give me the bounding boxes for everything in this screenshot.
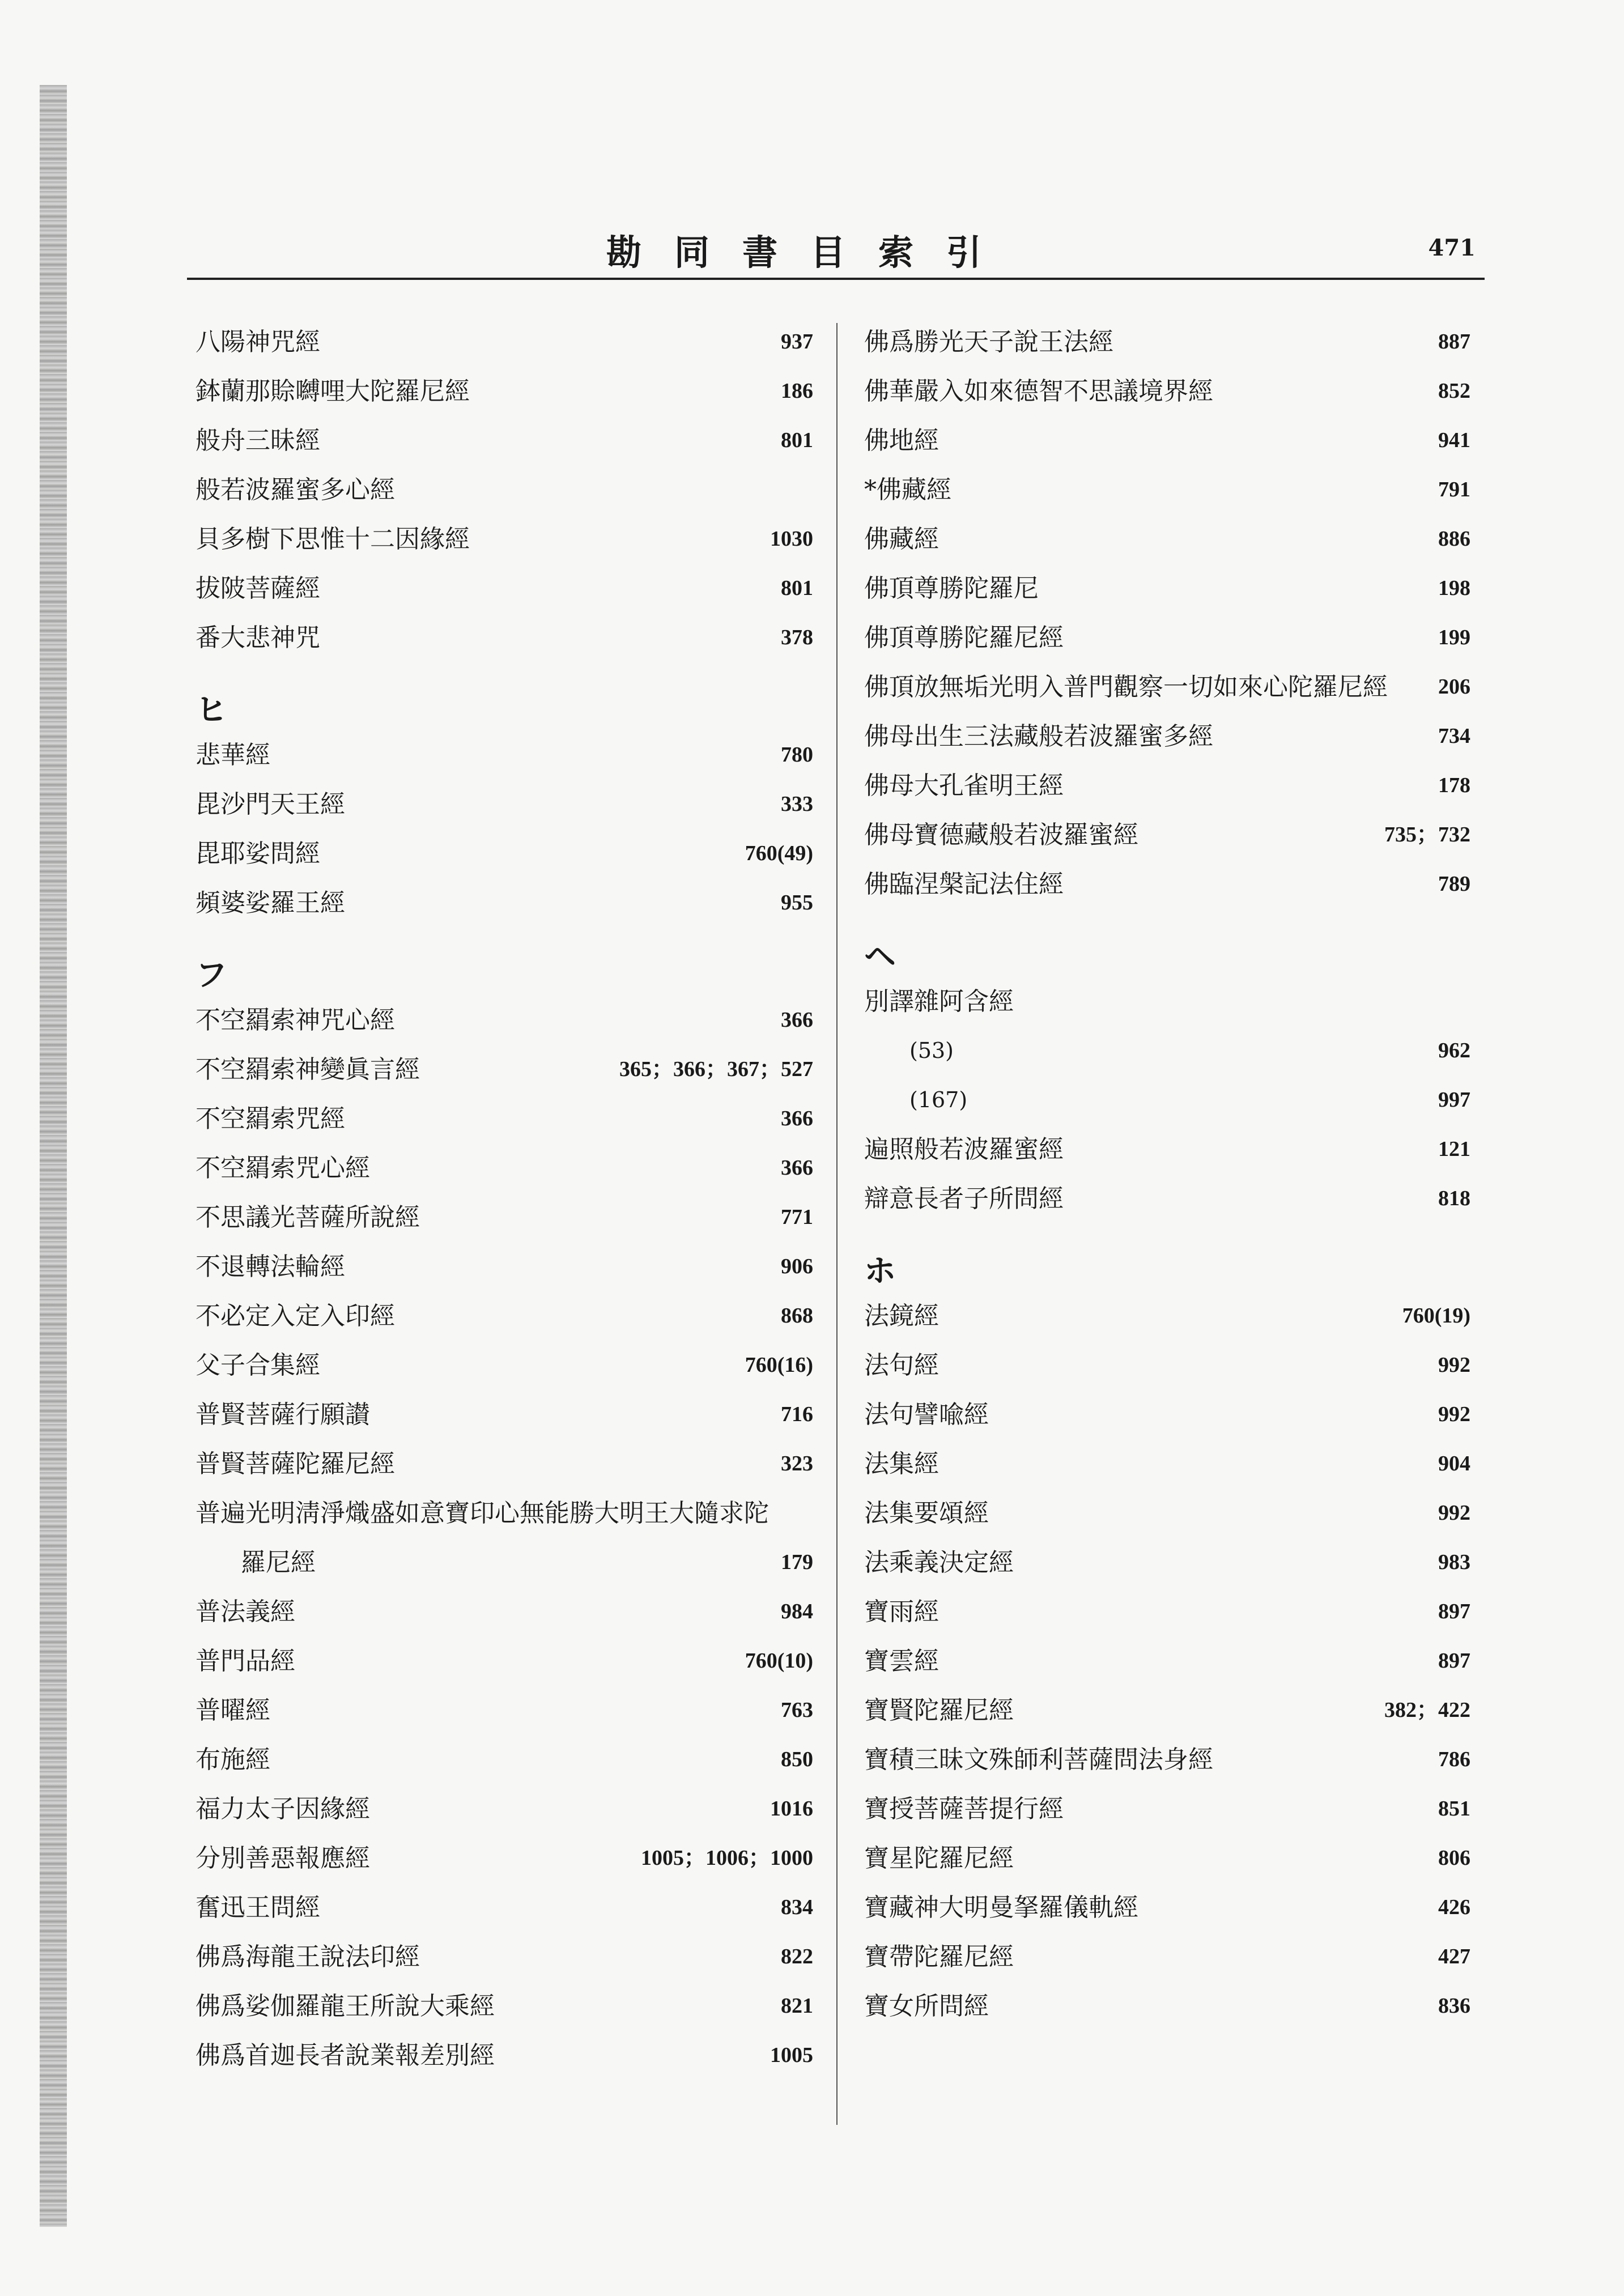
entry-title: 分別善惡報應經 xyxy=(195,1844,370,1873)
entry-reference: 906 xyxy=(781,1255,813,1278)
entry-title: 八陽神咒經 xyxy=(195,328,320,356)
entry-title: 父子合集經 xyxy=(195,1351,320,1380)
index-entry xyxy=(195,780,813,829)
entry-reference: 801 xyxy=(781,576,813,600)
entry-title: 寶藏神大明曼拏羅儀軌經 xyxy=(864,1893,1138,1922)
entry-title: 別譯雜阿含經 xyxy=(864,987,1014,1016)
index-entry xyxy=(195,416,813,465)
entry-reference: 186 xyxy=(781,379,813,403)
index-entry xyxy=(864,1932,1470,1982)
index-entry xyxy=(864,761,1470,810)
entry-title: 佛頂放無垢光明入普門觀察一切如來心陀羅尼經 xyxy=(864,673,1388,701)
section-heading: ホ xyxy=(864,1253,896,1290)
index-entry xyxy=(195,564,813,613)
entry-reference: 962 xyxy=(1438,1039,1470,1062)
entry-title: 佛爲娑伽羅龍王所說大乘經 xyxy=(195,1992,495,2021)
index-entry xyxy=(195,613,813,662)
index-entry xyxy=(864,1636,1470,1686)
index-entry xyxy=(195,1883,813,1932)
index-entry xyxy=(864,1026,1470,1075)
index-entry xyxy=(864,1538,1470,1587)
section-heading: ヒ xyxy=(195,692,227,729)
entry-title: 般舟三昧經 xyxy=(195,426,320,455)
entry-reference: 333 xyxy=(781,792,813,816)
entry-reference: 897 xyxy=(1438,1649,1470,1673)
entry-title: 般若波羅蜜多心經 xyxy=(195,475,395,504)
entry-title: 寶授菩薩菩提行經 xyxy=(864,1795,1064,1823)
entry-reference: 780 xyxy=(781,743,813,767)
entry-title: 法句經 xyxy=(864,1351,939,1380)
index-entry xyxy=(864,1390,1470,1439)
entry-title: 法集經 xyxy=(864,1449,939,1478)
entry-reference: 1030 xyxy=(770,527,813,551)
index-entry xyxy=(864,1735,1470,1784)
right-index-column xyxy=(864,317,1470,2031)
entry-title: 普遍光明淸淨熾盛如意寶印心無能勝大明王大隨求陀 xyxy=(195,1499,769,1528)
entry-title: 寶積三昧文殊師利菩薩問法身經 xyxy=(864,1745,1213,1774)
index-entry xyxy=(864,1489,1470,1538)
entry-title: 毘沙門天王經 xyxy=(195,790,345,819)
entry-title: 佛華嚴入如來德智不思議境界經 xyxy=(864,377,1213,406)
entry-title: *佛藏經 xyxy=(864,475,951,504)
entry-reference: 822 xyxy=(781,1945,813,1968)
entry-title: 佛地經 xyxy=(864,426,939,455)
entry-title: 羅尼經 xyxy=(241,1548,316,1577)
entry-title: 普曜經 xyxy=(195,1696,270,1725)
index-entry xyxy=(864,1174,1470,1223)
entry-reference: 763 xyxy=(781,1698,813,1722)
entry-reference: 801 xyxy=(781,428,813,452)
entry-title: 不必定入定入印經 xyxy=(195,1302,395,1330)
entry-reference: 836 xyxy=(1438,1994,1470,2018)
entry-title: 佛藏經 xyxy=(864,525,939,554)
entry-title: 福力太子因緣經 xyxy=(195,1795,370,1823)
section-heading: フ xyxy=(195,957,227,994)
entry-reference: 178 xyxy=(1438,773,1470,797)
index-entry xyxy=(195,878,813,928)
left-index-column xyxy=(195,317,813,2080)
index-entry xyxy=(195,1636,813,1686)
index-entry xyxy=(195,465,813,515)
entry-title: 普法義經 xyxy=(195,1597,295,1626)
entry-title: 寶星陀羅尼經 xyxy=(864,1844,1014,1873)
index-entry xyxy=(195,1489,813,1538)
entry-reference: 806 xyxy=(1438,1846,1470,1870)
entry-reference: 941 xyxy=(1438,428,1470,452)
section-heading: ヘ xyxy=(864,938,896,975)
entry-reference: 427 xyxy=(1438,1945,1470,1968)
column-divider xyxy=(836,323,837,2125)
entry-title: 不退轉法輪經 xyxy=(195,1252,345,1281)
scan-edge-shadow xyxy=(40,85,67,2227)
entry-reference: 992 xyxy=(1438,1402,1470,1426)
entry-title: 寶雨經 xyxy=(864,1597,939,1626)
entry-title: 辯意長者子所問經 xyxy=(864,1184,1064,1213)
entry-title: 不空羂索神變眞言經 xyxy=(195,1055,420,1084)
entry-title: 佛爲海龍王說法印經 xyxy=(195,1942,420,1971)
index-entry xyxy=(195,1686,813,1735)
index-entry xyxy=(195,1538,813,1587)
entry-reference: 382；422 xyxy=(1384,1698,1470,1722)
entry-reference: 850 xyxy=(781,1747,813,1771)
entry-title: 佛爲勝光天子說王法經 xyxy=(864,328,1113,356)
entry-reference: 179 xyxy=(781,1550,813,1574)
index-entry xyxy=(195,1094,813,1143)
entry-reference: 323 xyxy=(781,1452,813,1476)
index-entry xyxy=(864,416,1470,465)
entry-title: 不思議光菩薩所說經 xyxy=(195,1203,420,1232)
index-entry xyxy=(195,2031,813,2080)
entry-title: 普賢菩薩行願讃 xyxy=(195,1400,370,1429)
entry-reference: 886 xyxy=(1438,527,1470,551)
index-entry xyxy=(864,1439,1470,1489)
entry-reference: 366 xyxy=(781,1008,813,1032)
index-entry xyxy=(195,730,813,780)
entry-title: 佛頂尊勝陀羅尼經 xyxy=(864,623,1064,652)
entry-title: 佛母寶德藏般若波羅蜜經 xyxy=(864,820,1138,849)
index-entry xyxy=(864,662,1470,712)
entry-reference: 1005 xyxy=(770,2043,813,2067)
entry-reference: 852 xyxy=(1438,379,1470,403)
entry-title: 佛母出生三法藏般若波羅蜜多經 xyxy=(864,722,1213,751)
index-entry xyxy=(195,1242,813,1291)
index-entry xyxy=(864,1883,1470,1932)
index-entry xyxy=(195,1045,813,1094)
entry-title: 寶雲經 xyxy=(864,1647,939,1676)
entry-reference: 786 xyxy=(1438,1747,1470,1771)
index-entry xyxy=(864,1784,1470,1834)
entry-reference: 992 xyxy=(1438,1501,1470,1525)
entry-title: (167) xyxy=(909,1087,968,1112)
entry-title: 毘耶娑問經 xyxy=(195,839,320,868)
entry-title: 布施經 xyxy=(195,1745,270,1774)
entry-title: 寶帶陀羅尼經 xyxy=(864,1942,1014,1971)
index-entry xyxy=(864,1075,1470,1125)
entry-reference: 984 xyxy=(781,1600,813,1623)
entry-title: 佛臨涅槃記法住經 xyxy=(864,870,1064,899)
entry-reference: 734 xyxy=(1438,724,1470,748)
entry-reference: 791 xyxy=(1438,478,1470,501)
entry-reference: 937 xyxy=(781,330,813,354)
entry-reference: 378 xyxy=(781,626,813,649)
index-entry xyxy=(864,613,1470,662)
entry-reference: 760(16) xyxy=(745,1353,813,1377)
entry-title: 鉢蘭那賒嚩哩大陀羅尼經 xyxy=(195,377,470,406)
index-entry xyxy=(195,1341,813,1390)
index-entry xyxy=(864,1341,1470,1390)
index-entry xyxy=(195,1784,813,1834)
entry-reference: 818 xyxy=(1438,1187,1470,1210)
entry-reference: 1005；1006；1000 xyxy=(640,1846,813,1870)
entry-title: 貝多樹下思惟十二因緣經 xyxy=(195,525,470,554)
index-entry xyxy=(864,810,1470,860)
entry-reference: 821 xyxy=(781,1994,813,2018)
entry-title: 法鏡經 xyxy=(864,1302,939,1330)
index-entry xyxy=(195,1587,813,1636)
index-entry xyxy=(864,1834,1470,1883)
entry-reference: 366 xyxy=(781,1156,813,1180)
entry-title: 法集要頌經 xyxy=(864,1499,989,1528)
page-header xyxy=(187,215,1485,280)
entry-reference: 760(10) xyxy=(745,1649,813,1673)
index-entry xyxy=(864,465,1470,515)
index-entry xyxy=(864,1982,1470,2031)
page-number: 471 xyxy=(1428,235,1476,261)
entry-reference: 199 xyxy=(1438,626,1470,649)
entry-reference: 121 xyxy=(1438,1137,1470,1161)
entry-reference: 904 xyxy=(1438,1452,1470,1476)
entry-title: (53) xyxy=(909,1038,954,1063)
entry-title: 不空羂索咒心經 xyxy=(195,1154,370,1183)
index-entry xyxy=(195,515,813,564)
index-entry xyxy=(195,1193,813,1242)
entry-reference: 955 xyxy=(781,891,813,915)
entry-reference: 789 xyxy=(1438,872,1470,896)
entry-title: 悲華經 xyxy=(195,741,270,769)
entry-title: 寶賢陀羅尼經 xyxy=(864,1696,1014,1725)
index-entry xyxy=(864,977,1470,1026)
index-entry xyxy=(195,1932,813,1982)
entry-reference: 983 xyxy=(1438,1550,1470,1574)
index-entry xyxy=(195,317,813,367)
index-entry xyxy=(195,1735,813,1784)
index-entry xyxy=(864,1125,1470,1174)
entry-title: 普門品經 xyxy=(195,1647,295,1676)
index-entry xyxy=(864,1686,1470,1735)
entry-reference: 426 xyxy=(1438,1895,1470,1919)
entry-reference: 716 xyxy=(781,1402,813,1426)
entry-reference: 851 xyxy=(1438,1797,1470,1821)
entry-reference: 887 xyxy=(1438,330,1470,354)
index-entry xyxy=(864,515,1470,564)
entry-reference: 834 xyxy=(781,1895,813,1919)
index-entry xyxy=(864,367,1470,416)
entry-title: 佛頂尊勝陀羅尼 xyxy=(864,574,1039,603)
entry-title: 奮迅王問經 xyxy=(195,1893,320,1922)
entry-reference: 206 xyxy=(1438,675,1470,699)
entry-reference: 997 xyxy=(1438,1088,1470,1112)
entry-title: 寶女所問經 xyxy=(864,1992,989,2021)
index-entry xyxy=(195,1439,813,1489)
entry-reference: 365；366；367；527 xyxy=(619,1057,813,1081)
entry-title: 不空羂索神咒心經 xyxy=(195,1006,395,1035)
entry-title: 普賢菩薩陀羅尼經 xyxy=(195,1449,395,1478)
entry-reference: 735；732 xyxy=(1384,823,1470,847)
entry-title: 遍照般若波羅蜜經 xyxy=(864,1135,1064,1164)
entry-reference: 771 xyxy=(781,1205,813,1229)
entry-title: 法乘義決定經 xyxy=(864,1548,1014,1577)
entry-reference: 868 xyxy=(781,1304,813,1328)
entry-title: 番大悲神咒 xyxy=(195,623,320,652)
index-entry xyxy=(195,367,813,416)
index-entry xyxy=(195,1143,813,1193)
entry-reference: 198 xyxy=(1438,576,1470,600)
entry-reference: 760(19) xyxy=(1402,1304,1470,1328)
index-entry xyxy=(864,712,1470,761)
index-entry xyxy=(864,564,1470,613)
index-entry xyxy=(195,1982,813,2031)
entry-reference: 1016 xyxy=(770,1797,813,1821)
index-entry xyxy=(864,317,1470,367)
index-entry xyxy=(195,1834,813,1883)
entry-title: 拔陂菩薩經 xyxy=(195,574,320,603)
entry-reference: 760(49) xyxy=(745,841,813,865)
index-entry xyxy=(195,829,813,878)
index-entry xyxy=(195,996,813,1045)
index-entry xyxy=(195,1291,813,1341)
index-entry xyxy=(864,1291,1470,1341)
page-title: 勘同書目索引 xyxy=(606,232,1015,273)
entry-title: 法句譬喩經 xyxy=(864,1400,989,1429)
index-entry xyxy=(864,1587,1470,1636)
entry-title: 佛母大孔雀明王經 xyxy=(864,771,1064,800)
index-entry xyxy=(195,1390,813,1439)
entry-title: 不空羂索咒經 xyxy=(195,1104,345,1133)
index-entry xyxy=(864,860,1470,909)
entry-title: 佛爲首迦長者說業報差別經 xyxy=(195,2041,495,2070)
entry-title: 頻婆娑羅王經 xyxy=(195,888,345,917)
entry-reference: 897 xyxy=(1438,1600,1470,1623)
entry-reference: 366 xyxy=(781,1107,813,1130)
entry-reference: 992 xyxy=(1438,1353,1470,1377)
